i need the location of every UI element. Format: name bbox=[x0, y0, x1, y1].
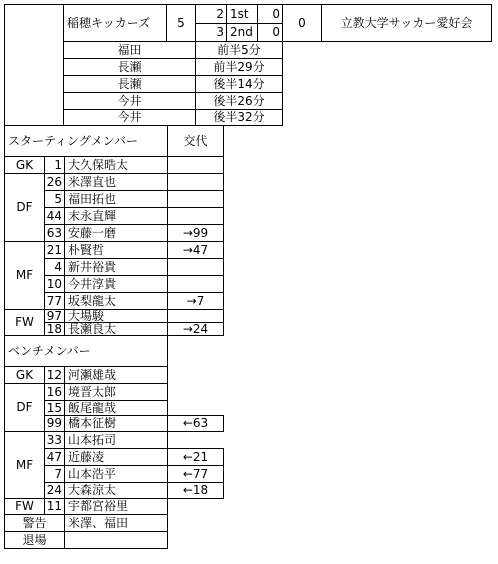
player-name: 坂梨龍太 bbox=[64, 292, 168, 310]
player-number: 97 bbox=[44, 309, 65, 323]
player-number: 5 bbox=[44, 190, 65, 208]
player-number: 1 bbox=[44, 156, 65, 174]
sendoffs-label: 退場 bbox=[4, 531, 65, 549]
cautions-label: 警告 bbox=[4, 514, 65, 532]
player-name: 山本拓司 bbox=[64, 431, 168, 449]
player-name: 末永直輝 bbox=[64, 207, 168, 225]
player-name: 境晋太郎 bbox=[64, 383, 168, 401]
second-half-home: 3 bbox=[195, 23, 227, 42]
substitution-cell bbox=[167, 309, 224, 323]
cautions-value: 米澤、福田 bbox=[64, 514, 168, 532]
second-half-label: 2nd bbox=[226, 23, 258, 42]
blank-corner-cell bbox=[4, 4, 64, 126]
home-score: 5 bbox=[166, 4, 196, 42]
substitution-header: 交代 bbox=[167, 125, 224, 157]
goal-scorer: 福田 bbox=[63, 41, 196, 59]
player-name: 今井淳貴 bbox=[64, 275, 168, 293]
position-fw: FW bbox=[4, 498, 45, 515]
substitution-cell: →47 bbox=[167, 241, 224, 259]
player-number: 26 bbox=[44, 173, 65, 191]
goal-time: 後半32分 bbox=[195, 109, 283, 126]
substitution-cell bbox=[167, 207, 224, 225]
away-score: 0 bbox=[282, 4, 322, 42]
substitution-cell: ←77 bbox=[167, 465, 224, 483]
position-mf: MF bbox=[4, 431, 45, 499]
player-number: 99 bbox=[44, 415, 65, 432]
player-name: 安藤一磨 bbox=[64, 224, 168, 242]
position-df: DF bbox=[4, 383, 45, 432]
player-name: 福田拓也 bbox=[64, 190, 168, 208]
goal-scorer: 長瀬 bbox=[63, 75, 196, 93]
substitution-cell: ←63 bbox=[167, 415, 224, 432]
bench-members-title: ベンチメンバー bbox=[4, 335, 168, 367]
player-number: 7 bbox=[44, 465, 65, 483]
substitution-cell bbox=[167, 258, 224, 276]
sendoffs-value bbox=[64, 531, 168, 549]
position-gk: GK bbox=[4, 156, 45, 174]
player-name: 大久保晧太 bbox=[64, 156, 168, 174]
player-name: 大場駿 bbox=[64, 309, 168, 323]
player-number: 47 bbox=[44, 448, 65, 466]
goal-scorer: 今井 bbox=[63, 92, 196, 110]
player-name: 飯尾龍哉 bbox=[64, 400, 168, 416]
player-number: 18 bbox=[44, 322, 65, 336]
player-number: 4 bbox=[44, 258, 65, 276]
player-number: 77 bbox=[44, 292, 65, 310]
player-number: 33 bbox=[44, 431, 65, 449]
goal-scorer: 今井 bbox=[63, 109, 196, 126]
substitution-cell bbox=[167, 156, 224, 174]
substitution-cell: →99 bbox=[167, 224, 224, 242]
player-name: 長瀬良太 bbox=[64, 322, 168, 336]
first-half-home: 2 bbox=[195, 4, 227, 24]
player-number: 24 bbox=[44, 482, 65, 499]
player-number: 44 bbox=[44, 207, 65, 225]
player-number: 11 bbox=[44, 498, 65, 515]
player-name: 宇都宮裕里 bbox=[64, 498, 168, 515]
player-number: 21 bbox=[44, 241, 65, 259]
player-name: 大森涼太 bbox=[64, 482, 168, 499]
substitution-cell: ←21 bbox=[167, 448, 224, 466]
substitution-cell bbox=[167, 190, 224, 208]
player-name: 朴賢哲 bbox=[64, 241, 168, 259]
first-half-label: 1st bbox=[226, 4, 258, 24]
player-name: 米澤直也 bbox=[64, 173, 168, 191]
goal-scorer: 長瀬 bbox=[63, 58, 196, 76]
player-number: 12 bbox=[44, 366, 65, 384]
substitution-cell: →7 bbox=[167, 292, 224, 310]
home-team-name: 稲穂キッカーズ bbox=[63, 4, 167, 42]
player-name: 新井裕貴 bbox=[64, 258, 168, 276]
goal-time: 前半29分 bbox=[195, 58, 283, 76]
substitution-cell bbox=[167, 275, 224, 293]
first-half-away: 0 bbox=[257, 4, 283, 24]
substitution-cell bbox=[167, 173, 224, 191]
position-fw: FW bbox=[4, 309, 45, 336]
starting-members-title: スターティングメンバー bbox=[4, 125, 168, 157]
away-team-name: 立教大学サッカー愛好会 bbox=[321, 4, 492, 42]
player-number: 15 bbox=[44, 400, 65, 416]
substitution-cell: →24 bbox=[167, 322, 224, 336]
player-number: 10 bbox=[44, 275, 65, 293]
goal-time: 後半14分 bbox=[195, 75, 283, 93]
player-name: 河瀬雄哉 bbox=[64, 366, 168, 384]
goal-time: 後半26分 bbox=[195, 92, 283, 110]
substitution-cell: ←18 bbox=[167, 482, 224, 499]
second-half-away: 0 bbox=[257, 23, 283, 42]
position-gk: GK bbox=[4, 366, 45, 384]
position-mf: MF bbox=[4, 241, 45, 310]
goal-time: 前半5分 bbox=[195, 41, 283, 59]
player-name: 橋本征樹 bbox=[64, 415, 168, 432]
player-name: 山本浩平 bbox=[64, 465, 168, 483]
player-number: 16 bbox=[44, 383, 65, 401]
player-number: 63 bbox=[44, 224, 65, 242]
position-df: DF bbox=[4, 173, 45, 242]
player-name: 近藤凌 bbox=[64, 448, 168, 466]
